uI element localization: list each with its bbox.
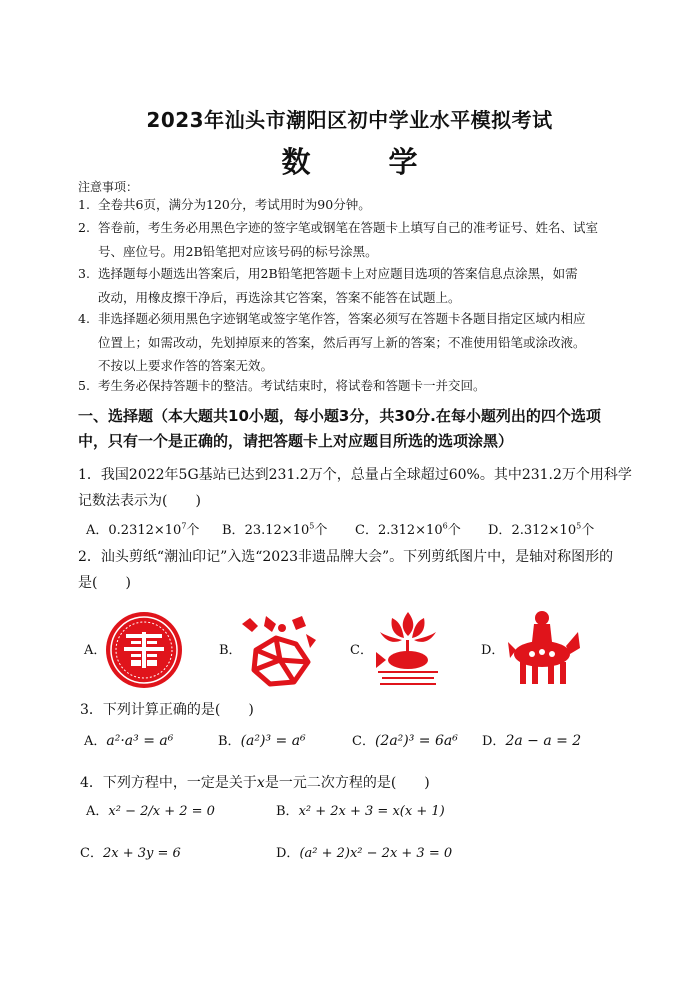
- q1-option-b: B．$23.12\times 10^5$个: [222, 521, 328, 538]
- double-happiness-papercut-icon: [104, 610, 184, 690]
- subject-title: 数 学: [281, 145, 452, 179]
- q4-option-d: D．(a² + 2)x² − 2x + 3 = 0: [276, 846, 453, 861]
- q2-option-b-label: B．: [219, 643, 242, 658]
- question-4: 4．下列方程中，一定是关于x是一元二次方程的是( ): [80, 775, 430, 791]
- q3-option-d: D．2a − a = 2: [482, 733, 582, 749]
- note-item: 4. 非选择题必须用黑色字迹钢笔或签字笔作答，答案必须写在答题卡各题目指定区域内相应 位置上；如需改动，先划掉原来的答案，然后再写上新的答案；不准使用铅笔或涂改液。 不按以上要求作答的答案无效。: [78, 311, 586, 373]
- q3-option-b: B．(a²)³ = a⁶: [218, 733, 306, 749]
- question-3: 3．下列计算正确的是( ): [80, 702, 254, 718]
- figure-on-beast-papercut-icon: [502, 606, 582, 690]
- question-2: 2．汕头剪纸“潮汕印记”入选“2023非遗品牌大会”。下列剪纸图片中，是轴对称图形的 是( ): [78, 549, 614, 591]
- note-item: 5. 考生务必保持答题卡的整洁。考试结束时，将试卷和答题卡一并交回。: [78, 378, 486, 393]
- q2-option-c-label: C．: [350, 643, 373, 658]
- note-item: 3. 选择题每小题选出答案后，用2B铅笔把答题卡上对应题目选项的答案信息点涂黑，如需 改动，用橡皮擦干净后，再选涂其它答案，答案不能答在试题上。: [78, 266, 578, 305]
- q4-option-a: A．x² − 2/x + 2 = 0: [86, 804, 215, 819]
- q3-option-c: C．(2a²)³ = 6a⁶: [352, 733, 458, 749]
- q1-option-a: A．$0.2312\times 10^7$个: [86, 521, 200, 538]
- q2-option-a-label: A．: [84, 643, 107, 658]
- q4-option-c: C．2x + 3y = 6: [80, 846, 181, 861]
- q2-option-d-label: D．: [481, 643, 505, 658]
- exam-title: 2023年汕头市潮阳区初中学业水平模拟考试: [146, 108, 553, 132]
- q1-option-d: D．$2.312\times 10^5$个: [488, 521, 595, 538]
- q1-option-c: C．$2.312\times 10^6$个: [355, 521, 461, 538]
- q3-option-a: A．a²·a³ = a⁶: [84, 733, 174, 749]
- note-item: 2. 答卷前，考生务必用黑色字迹的签字笔或钢笔在答题卡上填写自己的准考证号、姓名、试室 号、座位号。用2B铅笔把对应该号码的标号涂黑。: [78, 220, 599, 259]
- section-heading: 一、选择题（本大题共10小题，每小题3分，共30分.在每小题列出的四个选项 中，只有一个是正确的，请把答题卡上对应题目所选的选项涂黑）: [78, 407, 601, 450]
- question-1: 1．我国2022年5G基站已达到231.2万个，总量占全球超过60%。其中231.2万个用科学 记数法表示为( ): [78, 467, 632, 509]
- q4-option-b: B．x² + 2x + 3 = x(x + 1): [276, 804, 445, 819]
- deer-papercut-icon: [236, 610, 320, 690]
- lotus-fish-papercut-icon: [372, 606, 444, 690]
- notes-heading: 注意事项：: [78, 180, 139, 194]
- note-item: 1. 全卷共6页，满分为120分，考试用时为90分钟。: [78, 197, 371, 212]
